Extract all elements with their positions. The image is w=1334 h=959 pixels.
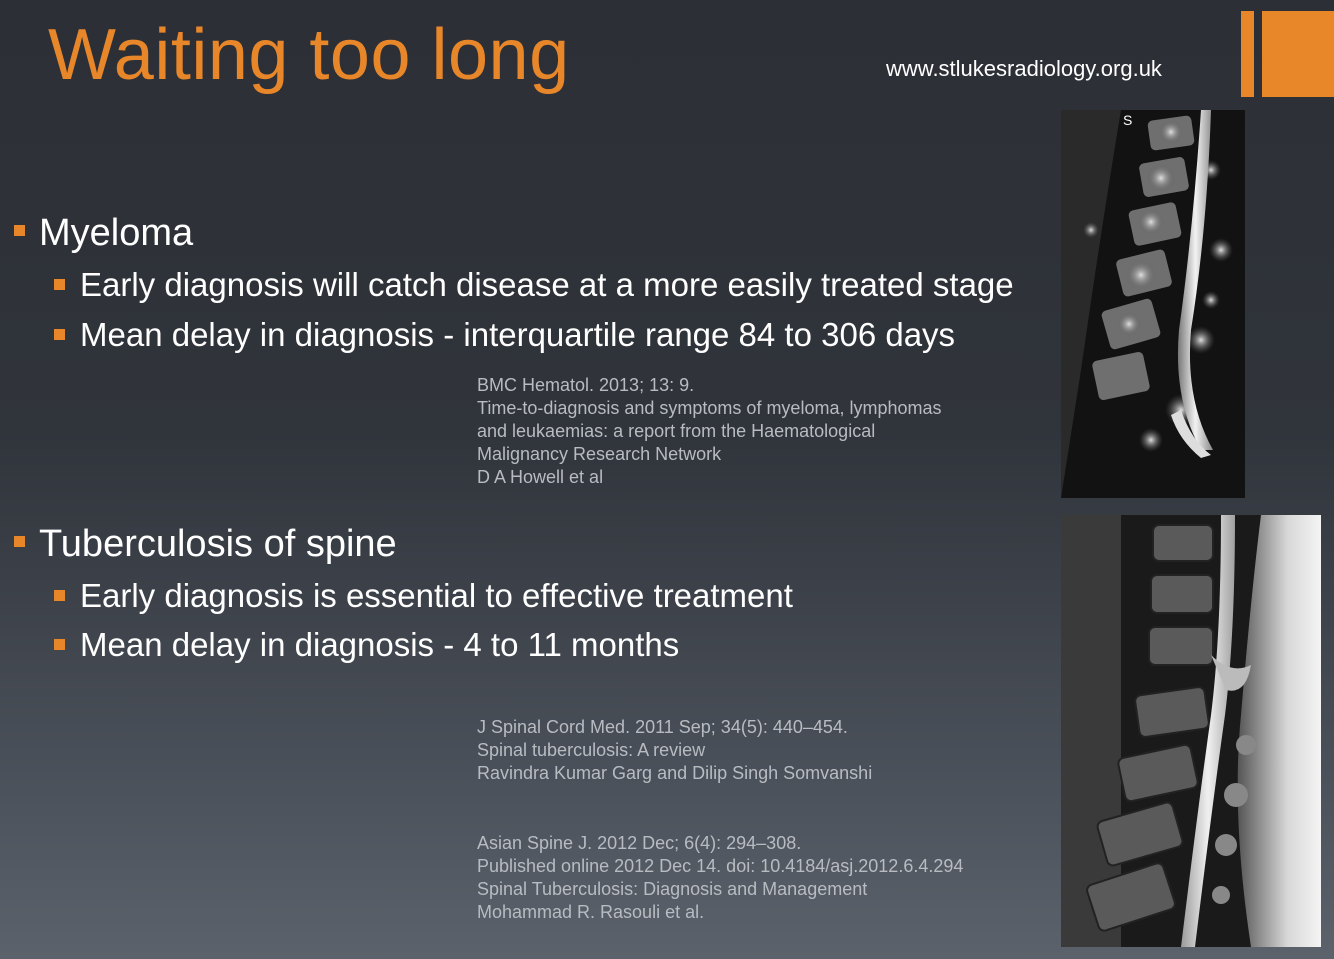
section-heading-myeloma — [14, 212, 193, 255]
reference-line: D A Howell et al — [477, 467, 604, 487]
bullet-text: Early diagnosis will catch disease at a more easily treated stage — [80, 266, 1014, 303]
reference-line: Time-to-diagnosis and symptoms of myeloma, lymphomas — [477, 398, 942, 418]
bullet-text: Early diagnosis is essential to effective treatment — [80, 577, 793, 614]
bullet-square-icon — [54, 279, 65, 290]
reference-line: and leukaemias: a report from the Haematological — [477, 421, 876, 441]
bullet-square-icon — [54, 590, 65, 601]
mri-image-tuberculosis — [1061, 515, 1321, 947]
bullet-square-icon — [54, 639, 65, 650]
bullet-square-icon — [14, 536, 25, 547]
bullet-point — [54, 266, 1014, 304]
reference-line: Malignancy Research Network — [477, 444, 722, 464]
accent-bar-block — [1262, 11, 1334, 97]
accent-bar-thin — [1241, 11, 1254, 97]
heading-text: Tuberculosis of spine — [39, 523, 397, 565]
slide-title: Waiting too long — [48, 15, 570, 95]
bullet-text: Mean delay in diagnosis - 4 to 11 months — [80, 626, 680, 663]
bullet-point — [54, 626, 679, 664]
bullet-point — [54, 577, 793, 615]
bullet-square-icon — [54, 329, 65, 340]
website-url: www.stlukesradiology.org.uk — [886, 56, 1162, 81]
reference-line: BMC Hematol. 2013; 13: 9. — [477, 375, 695, 395]
mri-image-myeloma — [1061, 110, 1245, 498]
bullet-point — [54, 316, 955, 354]
reference-line: Asian Spine J. 2012 Dec; 6(4): 294–308. — [477, 833, 802, 853]
reference-block — [477, 832, 963, 924]
reference-line: Spinal tuberculosis: A review — [477, 740, 706, 760]
reference-line: J Spinal Cord Med. 2011 Sep; 34(5): 440–454. — [477, 717, 848, 737]
reference-line: Published online 2012 Dec 14. doi: 10.4184/asj.2012.6.4.294 — [477, 856, 964, 876]
bullet-square-icon — [14, 225, 25, 236]
reference-block — [477, 374, 942, 489]
section-heading-tuberculosis — [14, 523, 397, 566]
reference-line: Mohammad R. Rasouli et al. — [477, 902, 705, 922]
reference-line: Ravindra Kumar Garg and Dilip Singh Somvanshi — [477, 763, 873, 783]
reference-block — [477, 716, 872, 785]
mri-orientation-label: S — [1123, 112, 1133, 128]
bullet-text: Mean delay in diagnosis - interquartile range 84 to 306 days — [80, 316, 956, 353]
reference-line: Spinal Tuberculosis: Diagnosis and Management — [477, 879, 868, 899]
heading-text: Myeloma — [39, 212, 194, 254]
